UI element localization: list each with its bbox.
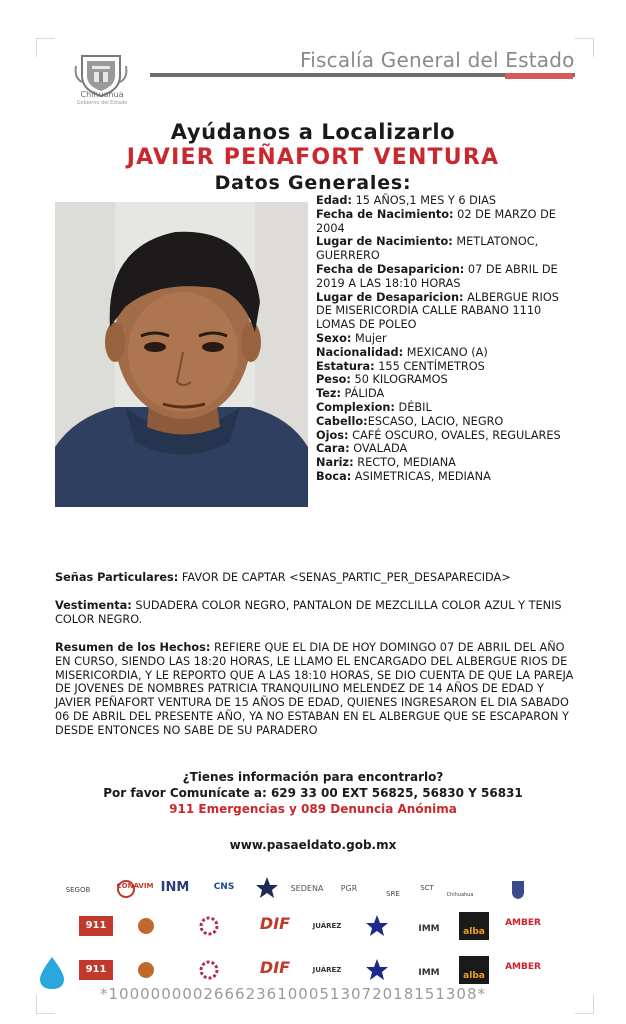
flower-logo-icon — [199, 960, 219, 980]
detail-row — [316, 415, 568, 429]
crop-mark-top-right — [575, 38, 594, 57]
partner-logo-amber: AMBER — [505, 918, 541, 928]
detail-label: Ojos: — [316, 428, 349, 442]
detail-label: Sexo: — [316, 331, 352, 345]
detail-value: 15 AÑOS,1 MES Y 6 DIAS — [352, 194, 497, 207]
institute-logo-icon — [137, 916, 155, 936]
detail-value: 50 KILOGRAMOS — [350, 373, 448, 387]
partner-logo-911-repeat: 911 — [79, 960, 113, 980]
police-star-icon — [365, 914, 389, 938]
detail-row — [316, 346, 568, 360]
detail-row — [316, 235, 568, 263]
agency-title: Fiscalía General del Estado — [300, 48, 575, 72]
partner-logos — [55, 870, 575, 992]
logo-caption: Chihuahua — [80, 90, 124, 99]
partner-logo-sedena: SEDENA — [290, 884, 324, 893]
logo-subcaption: Gobierno del Estado — [76, 100, 128, 106]
person-portrait-icon — [55, 202, 308, 507]
partner-logo-segob: SEGOB — [65, 886, 91, 894]
vestimenta-label: Vestimenta: — [55, 599, 132, 612]
partner-logo-imm: IMM — [418, 924, 440, 934]
detail-row — [316, 291, 568, 332]
detail-label: Tez: — [316, 387, 341, 401]
detail-value: 155 CENTÍMETROS — [374, 359, 485, 373]
detail-value: Mujer — [351, 331, 387, 345]
partner-logo-911: 911 — [79, 916, 113, 936]
detail-label: Fecha de Nacimiento: — [316, 207, 454, 221]
detail-label: Lugar de Desaparicion: — [316, 290, 464, 304]
detail-row — [316, 470, 568, 484]
detail-value: ESCASO, LACIO, NEGRO — [367, 414, 504, 428]
partner-logo-inm: INM — [160, 880, 190, 895]
detail-value: DÉBIL — [394, 400, 432, 414]
detail-label: Edad: — [316, 194, 353, 207]
water-drop-icon[interactable] — [36, 955, 68, 991]
institute-logo-icon — [137, 960, 155, 980]
detail-value: ASIMETRICAS, MEDIANA — [351, 469, 491, 483]
header-accent-bar — [505, 73, 573, 79]
detail-value: ALBERGUE RIOS DE MISERICORDIA CALLE RABANO 1110 LOMAS DE POLEO — [316, 290, 559, 332]
detail-row — [316, 373, 568, 387]
emergency-numbers: 911 Emergencias y 089 Denuncia Anónima — [169, 802, 457, 816]
partner-logo-sct: SCT — [420, 884, 434, 892]
poster-title: Ayúdanos a Localizarlo — [170, 120, 456, 144]
crop-mark-top-left — [36, 38, 55, 57]
detail-row — [316, 332, 568, 346]
detail-row — [316, 456, 568, 470]
partner-logo-amber-repeat: AMBER — [505, 962, 541, 972]
detail-value: MEXICANO (A) — [403, 345, 488, 359]
partner-logo-conavim: CONAVIM — [116, 882, 154, 890]
detail-row — [316, 194, 568, 208]
detail-row — [316, 429, 568, 443]
resumen-hechos — [55, 641, 575, 738]
detail-value: RECTO, MEDIANA — [353, 456, 456, 470]
contact-phones: Por favor Comunícate a: 629 33 00 EXT 56825, 56830 Y 56831 — [103, 786, 523, 800]
partner-logo-juarez-repeat: JUÁREZ — [312, 966, 342, 974]
section-heading: Datos Generales: — [214, 172, 412, 194]
partner-logo-pgr: PGR — [340, 884, 358, 893]
resumen-value: REFIERE QUE EL DIA DE HOY DOMINGO 07 DE ABRIL DEL AÑO EN CURSO, SIENDO LAS 18:20 HORAS, LE LLAMO EL ENCARGADO DEL ALBERGUE RIOS DE MISERICORDIA, Y LE REPORTO QUE A LAS 18:10 HORAS, SE DIO CUENTA DE QUE LA PAREJA DE JOVENES DE NOMBRES PATRICIA TRANQUILINO MELENDEZ DE 14 AÑOS DE EDAD Y JAVIER PEÑAFORT VENTURA DE 15 AÑOS DE EDAD, QUIENES INGRESARON EL DIA SABADO 06 DE ABRIL DEL PRESENTE AÑO, YA NO ESTABAN EN EL ALBERGUE QUE SE ESCAPARON Y DESDE ENTONCES NO SABE DE SU PARADERO — [55, 641, 574, 737]
partner-logo-alba-repeat: alba — [459, 956, 489, 984]
detail-value: OVALADA — [349, 442, 408, 456]
vestimenta — [55, 599, 575, 627]
partner-logo-dif: DIF — [259, 914, 291, 933]
detail-label: Boca: — [316, 469, 352, 483]
detail-label: Peso: — [316, 373, 351, 387]
detail-label: Fecha de Desaparicion: — [316, 262, 465, 276]
detail-value: CAFÉ OSCURO, OVALES, REGULARES — [348, 428, 561, 442]
partner-logo-juarez: JUÁREZ — [312, 922, 342, 930]
detail-row — [316, 401, 568, 415]
shield-logo-icon — [511, 880, 525, 900]
detail-row — [316, 208, 568, 236]
detail-label: Nacionalidad: — [316, 345, 404, 359]
partner-logo-sre: SRE — [386, 890, 400, 898]
detail-row — [316, 387, 568, 401]
detail-value: PÁLIDA — [340, 387, 385, 401]
detail-label: Lugar de Nacimiento: — [316, 235, 453, 249]
detail-label: Cabello: — [316, 414, 368, 428]
detail-row — [316, 263, 568, 291]
flower-logo-icon — [199, 916, 219, 936]
partner-logo-cns: CNS — [213, 882, 235, 892]
contact-question: ¿Tienes información para encontrarlo? — [182, 770, 444, 784]
partner-logo-chihuahua: Chihuahua — [446, 892, 474, 898]
missing-person-name: JAVIER PEÑAFORT VENTURA — [126, 145, 500, 170]
vestimenta-value: SUDADERA COLOR NEGRO, PANTALON DE MEZCLILLA COLOR AZUL Y TENIS COLOR NEGRO. — [55, 599, 562, 626]
general-data-list — [316, 194, 568, 484]
star-badge-icon — [255, 876, 279, 900]
detail-value: 07 DE ABRIL DE 2019 A LAS 18:10 HORAS — [316, 262, 558, 290]
partner-logo-imm-repeat: IMM — [418, 968, 440, 978]
senas-label: Señas Particulares: — [55, 571, 179, 584]
crop-mark-bottom-left — [36, 995, 55, 1014]
detail-label: Nariz: — [316, 456, 354, 470]
detail-value: METLATONOC, GUERRERO — [316, 235, 539, 263]
senas-value: FAVOR DE CAPTAR <SENAS_PARTIC_PER_DESAPARECIDA> — [178, 571, 511, 584]
detail-row — [316, 360, 568, 374]
detail-label: Estatura: — [316, 359, 375, 373]
detail-label: Complexion: — [316, 400, 395, 414]
partner-logo-alba: alba — [459, 912, 489, 940]
partner-logo-dif-repeat: DIF — [259, 958, 291, 977]
police-star-icon — [365, 958, 389, 982]
missing-person-photo — [55, 202, 308, 507]
senas-particulares — [55, 571, 575, 585]
detail-value: 02 DE MARZO DE 2004 — [316, 207, 556, 235]
resumen-label: Resumen de los Hechos: — [55, 641, 211, 654]
detail-label: Cara: — [316, 442, 350, 456]
crop-mark-bottom-right — [575, 995, 594, 1014]
barcode-number: *10000000026662361000513072018151308* — [100, 985, 487, 1003]
detail-row — [316, 442, 568, 456]
website-link[interactable]: www.pasaeldato.gob.mx — [229, 838, 397, 852]
